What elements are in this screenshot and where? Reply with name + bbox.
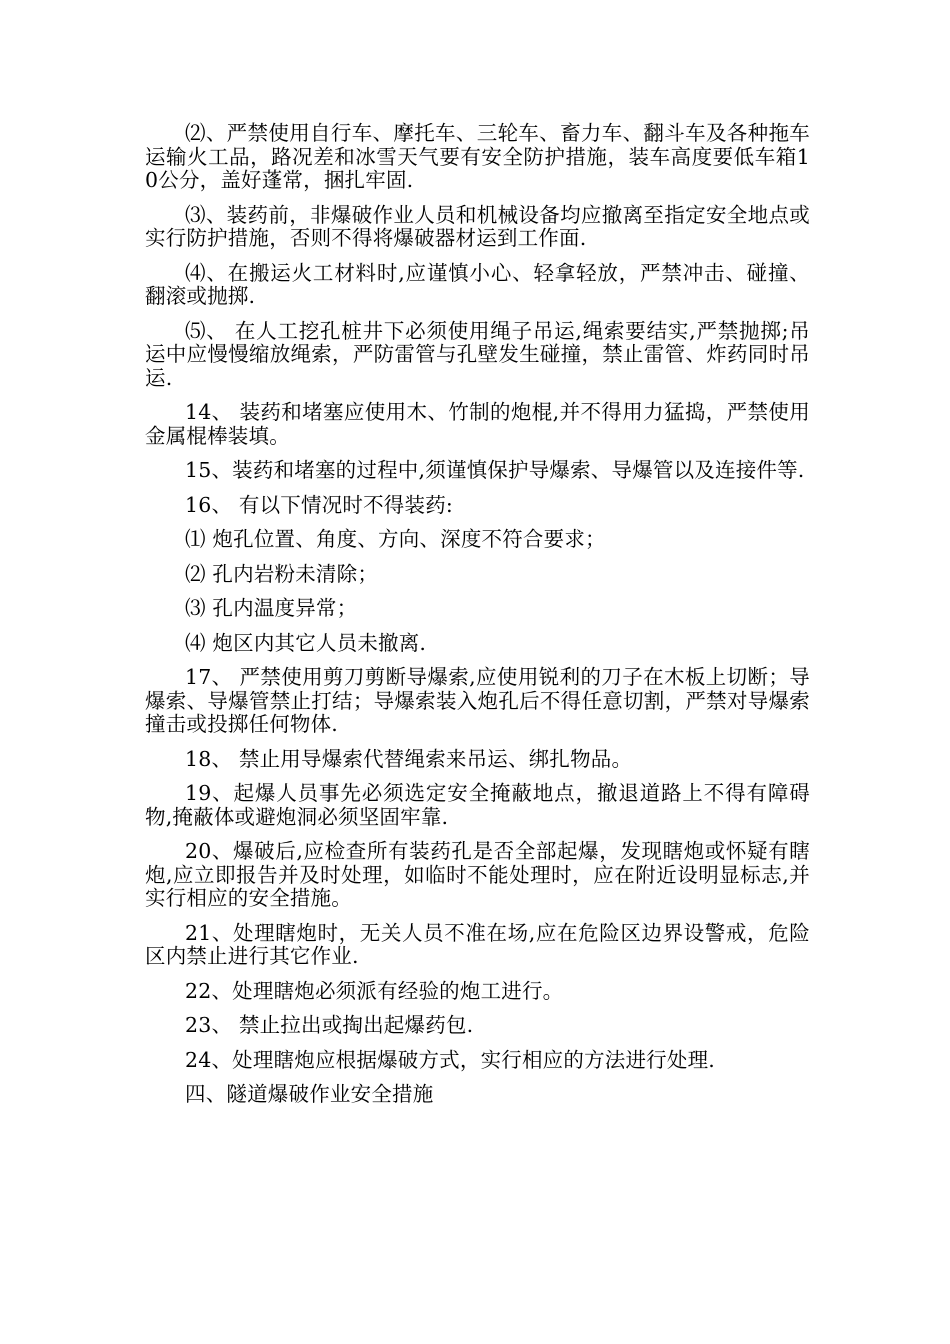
- paragraph: 23、 禁止拉出或掏出起爆药包.: [185, 1013, 474, 1037]
- document-page: [145, 122, 810, 1118]
- paragraph: 18、 禁止用导爆索代替绳索来吊运、绑扎物品。: [185, 746, 633, 771]
- paragraph: ⑸、 在人工挖孔桩井下必须使用绳子吊运,绳索要结实,严禁抛掷;吊运中应慢慢缩放绳索，严防雷管与孔壁发生碰撞，禁止雷管、炸药同时吊运.: [145, 318, 810, 390]
- paragraph: 16、 有以下情况时不得装药:: [185, 492, 454, 517]
- list-item: ⑷ 炮区内其它人员未撤离.: [185, 630, 427, 655]
- paragraph: ⑶、装药前，非爆破作业人员和机械设备均应撤离至指定安全地点或实行防护措施，否则不得将爆破器材运到工作面.: [145, 202, 810, 250]
- paragraph: 17、 严禁使用剪刀剪断导爆索,应使用锐利的刀子在木板上切断；导爆索、导爆管禁止打结；导爆索装入炮孔后不得任意切割，严禁对导爆索撞击或投掷任何物体.: [145, 665, 810, 736]
- list-item: ⑵ 孔内岩粉未清除；: [185, 561, 379, 586]
- paragraph: 14、 装药和堵塞应使用木、竹制的炮棍,并不得用力猛捣，严禁使用金属棍棒装填。: [145, 400, 810, 448]
- paragraph: 22、处理瞎炮必须派有经验的炮工进行。: [185, 978, 564, 1003]
- paragraph: ⑷、在搬运火工材料时,应谨慎小心、轻拿轻放，严禁冲击、碰撞、翻滚或抛掷.: [145, 260, 810, 308]
- section-heading: 四、隧道爆破作业安全措施: [185, 1082, 434, 1106]
- list-item: ⑴ 炮孔位置、角度、方向、深度不符合要求；: [185, 527, 606, 551]
- paragraph: ⑵、严禁使用自行车、摩托车、三轮车、畜力车、翻斗车及各种拖车运输火工品，路况差和冰雪天气要有安全防护措施，装车高度要低车箱10公分，盖好蓬常，捆扎牢固.: [145, 121, 810, 192]
- paragraph: 24、处理瞎炮应根据爆破方式，实行相应的方法进行处理.: [185, 1047, 716, 1072]
- paragraph: 20、爆破后,应检查所有装药孔是否全部起爆，发现瞎炮或怀疑有瞎炮,应立即报告并及时处理，如临时不能处理时，应在附近设明显标志,并实行相应的安全措施。: [145, 839, 810, 910]
- paragraph: 19、起爆人员事先必须选定安全掩蔽地点，撤退道路上不得有障碍物,掩蔽体或避炮洞必须坚固牢靠.: [145, 781, 810, 829]
- paragraph: 15、装药和堵塞的过程中,须谨慎保护导爆索、导爆管以及连接件等.: [185, 458, 805, 482]
- list-item: ⑶ 孔内温度异常；: [185, 596, 358, 620]
- paragraph: 21、处理瞎炮时，无关人员不准在场,应在危险区边界设警戒，危险区内禁止进行其它作业.: [145, 920, 810, 968]
